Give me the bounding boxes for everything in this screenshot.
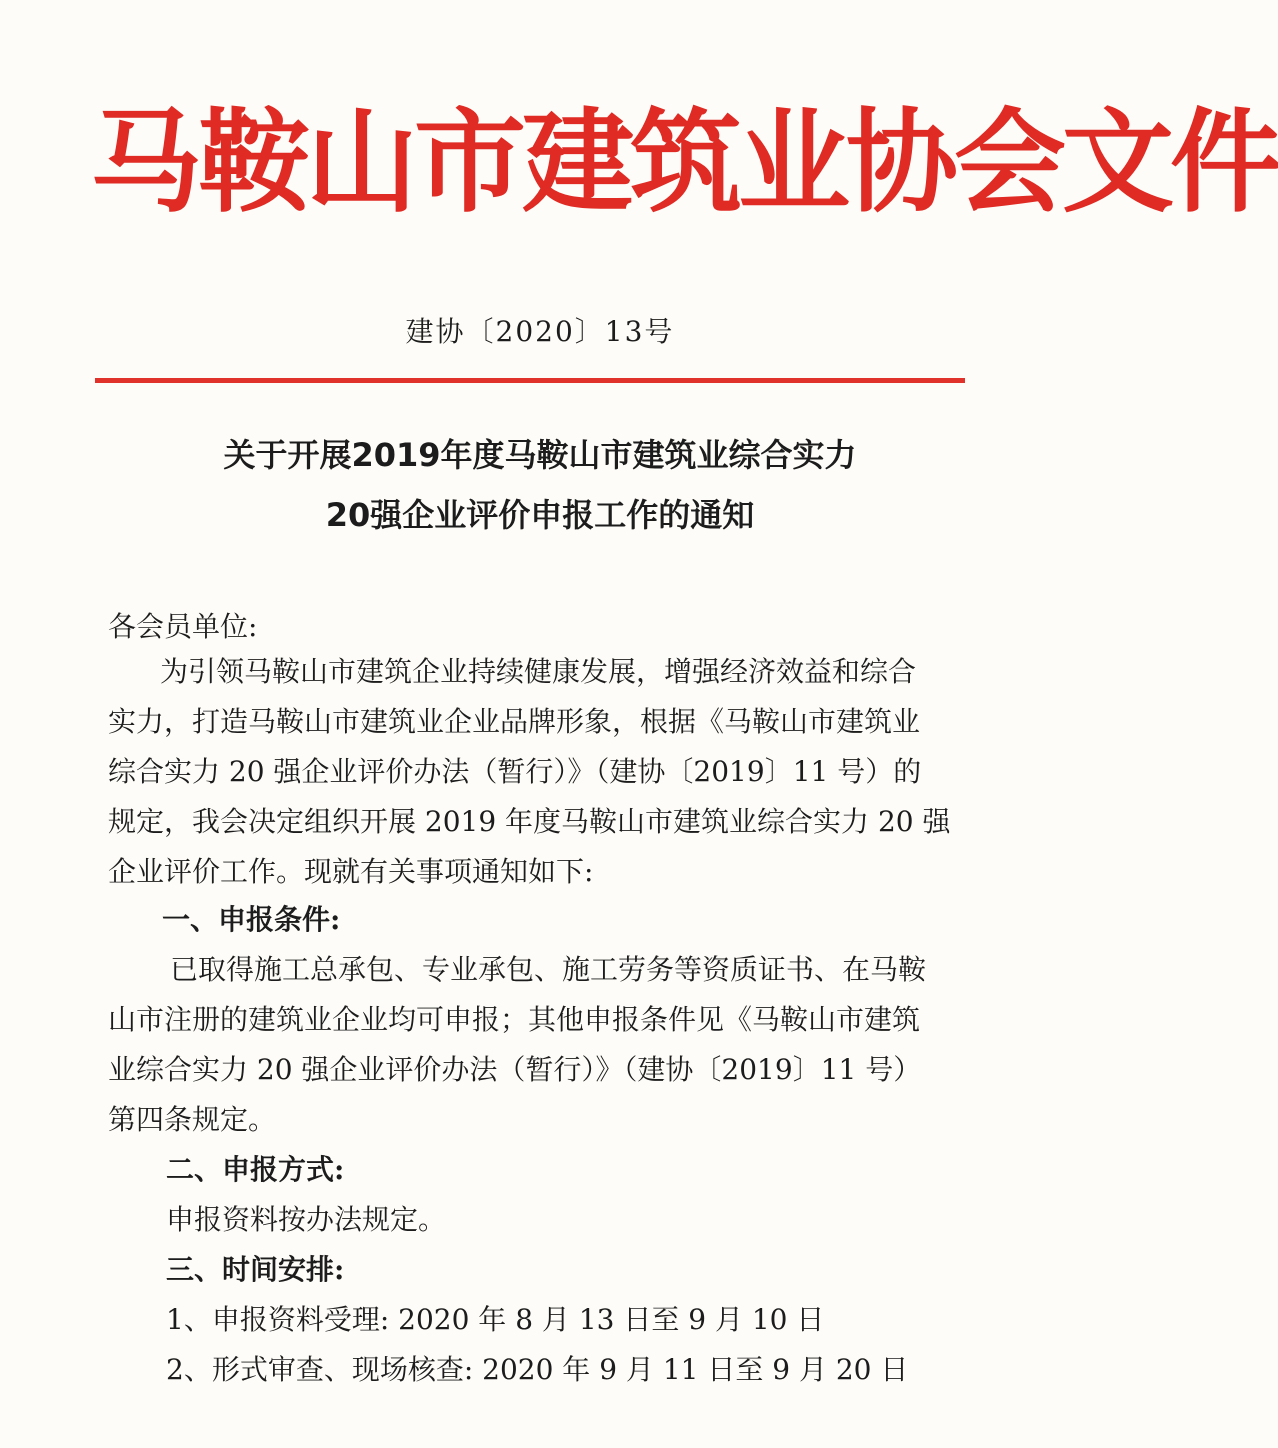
intro-line: 为引领马鞍山市建筑企业持续健康发展，增强经济效益和综合 (160, 655, 917, 688)
section2-heading: 二、申报方式: (166, 1153, 345, 1186)
org-header-title: 马鞍山市建筑业协会文件 (90, 98, 1278, 228)
section1-line: 山市注册的建筑业企业均可申报；其他申报条件见《马鞍山市建筑 (108, 1003, 921, 1036)
intro-line: 实力，打造马鞍山市建筑业企业品牌形象，根据《马鞍山市建筑业 (108, 705, 921, 738)
section1-line: 业综合实力 20 强企业评价办法（暂行）》（建协〔2019〕11 号） (108, 1053, 922, 1086)
intro-line: 综合实力 20 强企业评价办法（暂行）》（建协〔2019〕11 号）的 (108, 755, 922, 788)
notice-title-line1: 关于开展2019年度马鞍山市建筑业综合实力 (223, 436, 857, 474)
schedule-item: 1、申报资料受理: 2020 年 8 月 13 日至 9 月 10 日 (166, 1303, 825, 1336)
section1-heading: 一、申报条件: (162, 903, 341, 936)
notice-title-line2: 20强企业评价申报工作的通知 (325, 496, 755, 534)
intro-line: 规定，我会决定组织开展 2019 年度马鞍山市建筑业综合实力 20 强 (108, 805, 951, 838)
salutation: 各会员单位: (108, 610, 258, 643)
section2-text: 申报资料按办法规定。 (166, 1203, 447, 1236)
intro-line: 企业评价工作。现就有关事项通知如下: (108, 855, 594, 888)
document-number: 建协〔2020〕13号 (405, 315, 675, 348)
section3-heading: 三、时间安排: (166, 1253, 345, 1286)
section1-line: 第四条规定。 (108, 1103, 277, 1136)
section1-line: 已取得施工总承包、专业承包、施工劳务等资质证书、在马鞍 (170, 953, 927, 986)
red-divider-line (95, 378, 965, 383)
schedule-item: 2、形式审查、现场核查: 2020 年 9 月 11 日至 9 月 20 日 (166, 1353, 909, 1386)
